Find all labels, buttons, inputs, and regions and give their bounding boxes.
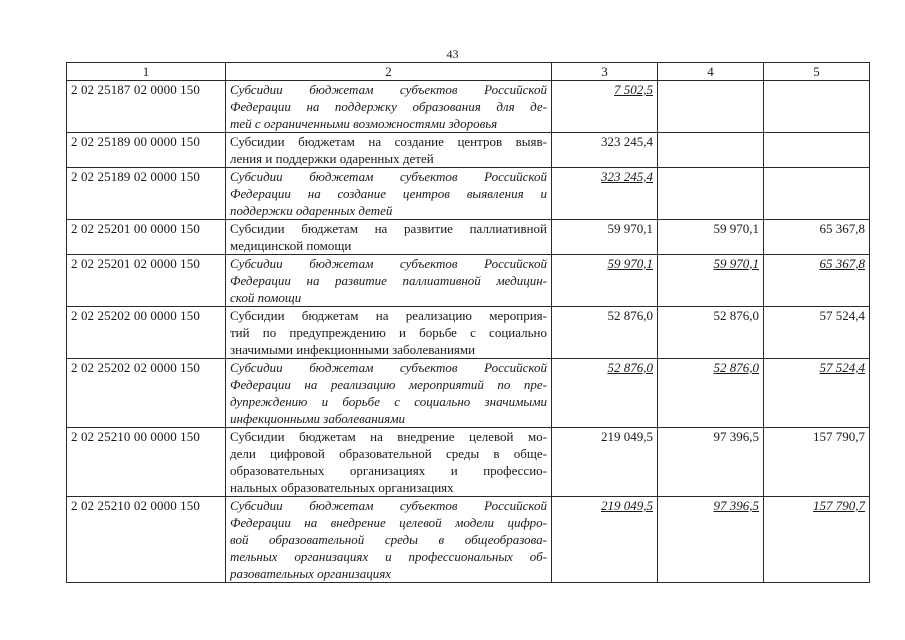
description-line: Субсидии бюджетам субъектов Российской bbox=[230, 256, 547, 271]
description-line: поддержки одаренных детей bbox=[230, 203, 393, 218]
description-line: Федерации на развитие паллиативной медицин- bbox=[230, 273, 547, 288]
description-line: Субсидии бюджетам на развитие паллиативной bbox=[230, 221, 547, 236]
amount-value: 52 876,0 bbox=[607, 360, 653, 375]
amount-cell-5 bbox=[764, 307, 870, 359]
budget-code-cell: 2 02 25189 02 0000 150 bbox=[67, 168, 226, 220]
amount-cell-3 bbox=[552, 307, 658, 359]
description-cell bbox=[226, 133, 552, 168]
amount-cell-4 bbox=[658, 497, 764, 583]
description-cell bbox=[226, 81, 552, 133]
amount-cell-4 bbox=[658, 220, 764, 255]
amount-value: 59 970,1 bbox=[713, 221, 759, 236]
description-line: Федерации на внедрение целевой модели цифро- bbox=[230, 515, 547, 530]
table-header-row bbox=[67, 63, 870, 81]
budget-table bbox=[66, 62, 870, 583]
header-cell-4: 4 bbox=[658, 63, 764, 81]
description-line: тельных организациях и профессиональных об- bbox=[230, 549, 547, 564]
amount-cell-4 bbox=[658, 81, 764, 133]
description-line: Федерации на реализацию мероприятий по пре- bbox=[230, 377, 547, 392]
amount-value: 59 970,1 bbox=[607, 221, 653, 236]
budget-code-cell: 2 02 25202 02 0000 150 bbox=[67, 359, 226, 428]
description-cell bbox=[226, 428, 552, 497]
table-body bbox=[67, 81, 870, 583]
description-line: дупреждению и борьбе с социально значимыми bbox=[230, 394, 547, 409]
description-line: Субсидии бюджетам субъектов Российской bbox=[230, 360, 547, 375]
amount-cell-4 bbox=[658, 168, 764, 220]
amount-cell-3 bbox=[552, 133, 658, 168]
description-cell bbox=[226, 168, 552, 220]
budget-code-cell: 2 02 25202 00 0000 150 bbox=[67, 307, 226, 359]
table-row bbox=[67, 168, 870, 220]
description-line: Субсидии бюджетам субъектов Российской bbox=[230, 498, 547, 513]
description-cell bbox=[226, 497, 552, 583]
budget-code-cell: 2 02 25187 02 0000 150 bbox=[67, 81, 226, 133]
header-cell-2: 2 bbox=[226, 63, 552, 81]
amount-value: 157 790,7 bbox=[813, 498, 865, 513]
budget-code-cell: 2 02 25201 00 0000 150 bbox=[67, 220, 226, 255]
table-row bbox=[67, 428, 870, 497]
description-line: образовательных организациях и профессио- bbox=[230, 463, 547, 478]
header-cell-1: 1 bbox=[67, 63, 226, 81]
header-cell-3: 3 bbox=[552, 63, 658, 81]
amount-value: 65 367,8 bbox=[819, 221, 865, 236]
amount-cell-5 bbox=[764, 133, 870, 168]
amount-value: 57 524,4 bbox=[819, 360, 865, 375]
description-line: Субсидии бюджетам на внедрение целевой мо- bbox=[230, 429, 547, 444]
amount-value: 52 876,0 bbox=[607, 308, 653, 323]
description-line: тей с ограниченными возможностями здоровья bbox=[230, 116, 498, 131]
amount-cell-5 bbox=[764, 81, 870, 133]
description-line: инфекционными заболеваниями bbox=[230, 411, 405, 426]
amount-cell-4 bbox=[658, 307, 764, 359]
amount-value: 219 049,5 bbox=[601, 429, 653, 444]
description-line: медицинской помощи bbox=[230, 238, 352, 253]
amount-cell-3 bbox=[552, 255, 658, 307]
description-line: значимыми инфекционными заболеваниями bbox=[230, 342, 476, 357]
amount-cell-5 bbox=[764, 359, 870, 428]
description-line: Субсидии бюджетам на создание центров выяв- bbox=[230, 134, 547, 149]
description-cell bbox=[226, 307, 552, 359]
amount-value: 57 524,4 bbox=[819, 308, 865, 323]
description-line: ления и поддержки одаренных детей bbox=[230, 151, 434, 166]
description-cell bbox=[226, 220, 552, 255]
amount-cell-5 bbox=[764, 497, 870, 583]
description-line: Субсидии бюджетам субъектов Российской bbox=[230, 169, 547, 184]
amount-cell-5 bbox=[764, 255, 870, 307]
description-line: нальных образовательных организациях bbox=[230, 480, 454, 495]
amount-value: 323 245,4 bbox=[601, 134, 653, 149]
table-row bbox=[67, 220, 870, 255]
amount-value: 97 396,5 bbox=[713, 498, 759, 513]
budget-code-cell: 2 02 25210 02 0000 150 bbox=[67, 497, 226, 583]
amount-cell-4 bbox=[658, 359, 764, 428]
budget-code-cell: 2 02 25210 00 0000 150 bbox=[67, 428, 226, 497]
table-row bbox=[67, 497, 870, 583]
amount-value: 65 367,8 bbox=[819, 256, 865, 271]
amount-value: 52 876,0 bbox=[713, 360, 759, 375]
description-line: вой образовательной среды в общеобразова- bbox=[230, 532, 547, 547]
description-line: Субсидии бюджетам субъектов Российской bbox=[230, 82, 547, 97]
amount-cell-3 bbox=[552, 81, 658, 133]
amount-cell-5 bbox=[764, 428, 870, 497]
amount-cell-5 bbox=[764, 220, 870, 255]
amount-value: 219 049,5 bbox=[601, 498, 653, 513]
table-row bbox=[67, 81, 870, 133]
description-cell bbox=[226, 255, 552, 307]
amount-value: 59 970,1 bbox=[713, 256, 759, 271]
header-cell-5: 5 bbox=[764, 63, 870, 81]
amount-cell-3 bbox=[552, 220, 658, 255]
amount-cell-4 bbox=[658, 133, 764, 168]
description-line: ской помощи bbox=[230, 290, 302, 305]
amount-cell-3 bbox=[552, 497, 658, 583]
description-cell bbox=[226, 359, 552, 428]
page-number: 43 bbox=[446, 47, 459, 61]
amount-value: 52 876,0 bbox=[713, 308, 759, 323]
table-row bbox=[67, 359, 870, 428]
description-line: разовательных организациях bbox=[230, 566, 392, 581]
description-line: Субсидии бюджетам на реализацию мероприя- bbox=[230, 308, 547, 323]
amount-cell-3 bbox=[552, 359, 658, 428]
amount-value: 323 245,4 bbox=[601, 169, 653, 184]
table-row bbox=[67, 255, 870, 307]
amount-cell-4 bbox=[658, 255, 764, 307]
table-row bbox=[67, 133, 870, 168]
budget-code-cell: 2 02 25201 02 0000 150 bbox=[67, 255, 226, 307]
amount-value: 7 502,5 bbox=[614, 82, 653, 97]
description-line: Федерации на создание центров выявления и bbox=[230, 186, 547, 201]
table-row bbox=[67, 307, 870, 359]
amount-value: 97 396,5 bbox=[713, 429, 759, 444]
description-line: дели цифровой образовательной среды в обще- bbox=[230, 446, 547, 461]
amount-cell-5 bbox=[764, 168, 870, 220]
amount-value: 157 790,7 bbox=[813, 429, 865, 444]
budget-code-cell: 2 02 25189 00 0000 150 bbox=[67, 133, 226, 168]
amount-cell-3 bbox=[552, 168, 658, 220]
amount-value: 59 970,1 bbox=[607, 256, 653, 271]
amount-cell-3 bbox=[552, 428, 658, 497]
amount-cell-4 bbox=[658, 428, 764, 497]
description-line: Федерации на поддержку образования для де- bbox=[230, 99, 547, 114]
description-line: тий по предупреждению и борьбе с социально bbox=[230, 325, 547, 340]
